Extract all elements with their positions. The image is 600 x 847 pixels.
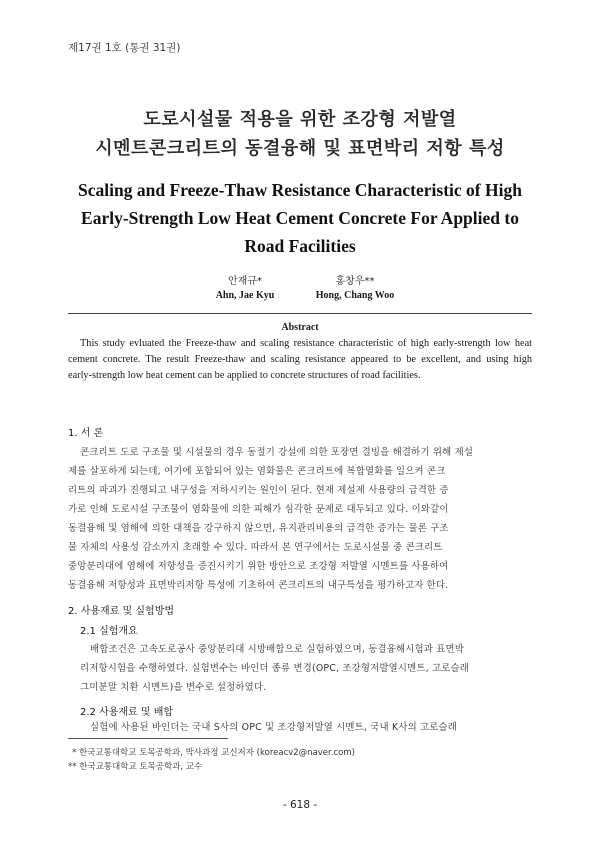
body-line: 배합조건은 고속도로공사 중앙분리대 시방배합으로 실험하였으며, 동결융해시험과 표면박 [90,644,465,655]
body-line: 중앙분리대에 염해에 저항성을 증진시키기 위한 방안으로 조강형 저발열 시멘트를 사용하여 [68,561,449,572]
abstract-line: This study evluated the Freeze-thaw and scaling resistance characteristic of high early-strength low heat [80,338,532,349]
section-2-1-heading: 2.1 실험개요 [80,626,138,637]
body-line: 물 자체의 사용성 감소까지 초래할 수 있다. 따라서 본 연구에서는 도로시설물 중 콘크리트 [68,542,443,553]
author-1-en: Ahn, Jae Kyu [215,290,275,301]
footnote-2: ** 한국교통대학교 토목공학과, 교수 [68,762,203,772]
abstract-line: cement concrete. The result Freeze-thaw and scaling resistance appeared to be excellent, and using high [68,354,532,365]
english-title-line-3: Road Facilities [244,236,356,256]
english-title-line-1: Scaling and Freeze-Thaw Resistance Characteristic of High [78,180,522,200]
authors-korean [0,272,600,287]
english-title-line-2: Early-Strength Low Heat Cement Concrete For Applied to [81,208,519,228]
korean-title-line-2: 시멘트콘크리트의 동결융해 및 표면박리 저항 특성 [95,138,505,159]
abstract-heading: Abstract [281,322,319,333]
body-line: 동결융해 저항성과 표면박리저항 특성에 기초하여 콘크리트의 내구특성을 평가하고자 한다. [68,580,449,591]
volume-header: 제17권 1호 (통권 31권) [68,42,181,54]
abstract-line: early-strength low heat cement can be applied to concrete structures of road facilities. [68,370,421,381]
author-2-en: Hong, Chang Woo [315,290,395,301]
page-number: - 618 - [282,799,318,811]
section-2-2-heading: 2.2 사용재료 및 배합 [80,707,174,718]
section-1-heading: 1. 서 론 [68,428,104,439]
section-2-heading: 2. 사용재료 및 실험방법 [68,606,175,617]
authors-english [0,290,600,301]
body-line: 실험에 사용된 바인더는 국내 S사의 OPC 및 조강형저발열 시멘트, 국내 K사의 고로슬래 [90,722,458,733]
body-line: 제를 살포하게 되는데, 여기에 포함되어 있는 염화물은 콘크리트에 복합열화를 일으켜 콘크 [68,466,446,477]
footnote-divider [68,738,228,739]
body-line: 콘크리트 도로 구조물 및 시설물의 경우 동절기 강설에 의한 포장면 결빙을 해결하기 위해 제설 [80,447,474,458]
title-divider [68,313,532,314]
korean-title-line-1: 도로시설물 적용을 위한 조강형 저발열 [143,109,457,130]
author-1-ko: 안재규* [228,276,262,287]
body-line: 동결융해 및 염해에 의한 대책을 강구하지 않으면, 유지관리비용의 급격한 증가는 물론 구조 [68,523,449,534]
author-2-ko: 홍창우** [335,276,375,287]
body-line: 리저항시험을 수행하였다. 실험변수는 바인더 종류 변경(OPC, 조강형저발열시멘트, 고로슬래 [80,663,470,674]
body-line: 리트의 파괴가 진행되고 내구성을 저하시키는 원인이 된다. 현재 제설제 사용량의 급격한 증 [68,485,449,496]
body-line: 그미분말 치환 시멘트)을 변수로 설정하였다. [80,682,267,693]
body-line: 가로 인해 도로시설 구조물이 염화물에 의한 피해가 심각한 문제로 대두되고 있다. 이와같이 [68,504,449,515]
footnote-1: * 한국교통대학교 토목공학과, 박사과정 교신저자 (koreacv2@naver.com) [72,748,355,758]
